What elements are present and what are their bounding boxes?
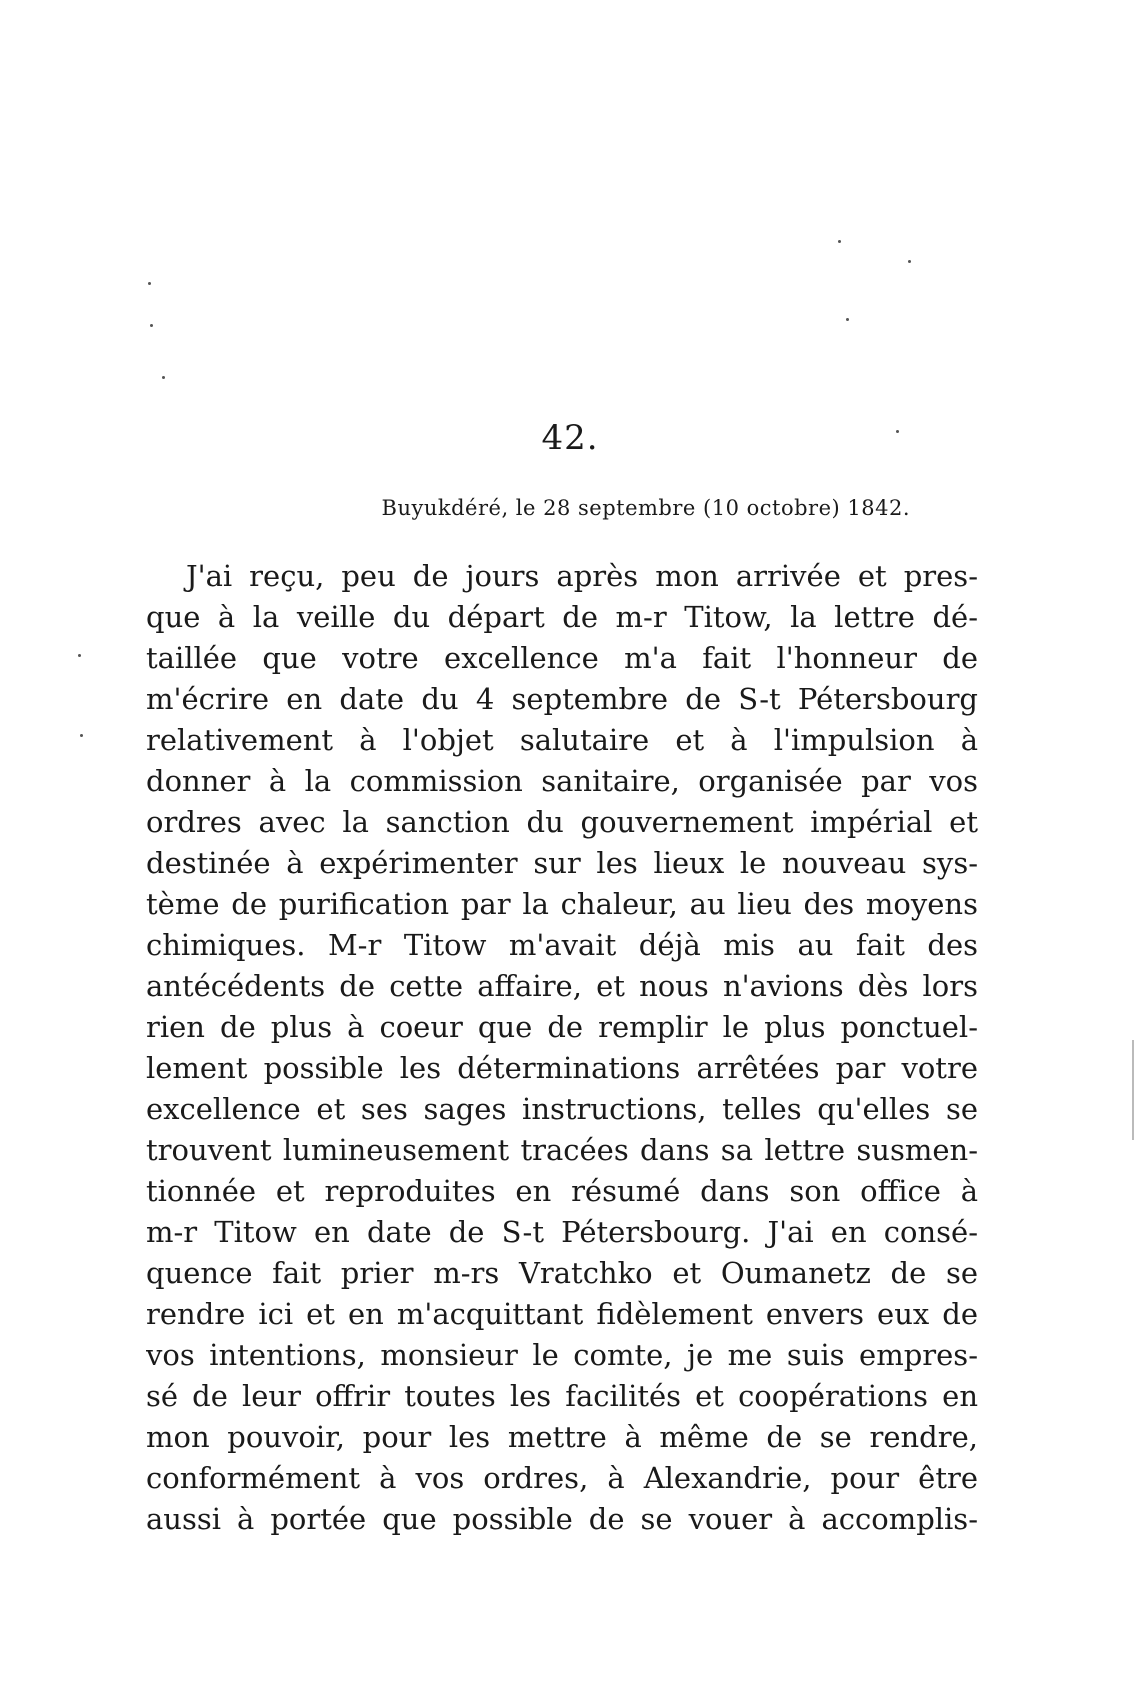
text-line: conformément à vos ordres, à Alexandrie, pour être <box>146 1461 978 1495</box>
letter-body <box>146 556 978 1540</box>
text-line: quence fait prier m-rs Vratchko et Oumanetz de se <box>146 1256 978 1290</box>
print-speck <box>80 734 83 737</box>
text-line: m'écrire en date du 4 septembre de S-t Pétersbourg <box>146 682 978 716</box>
print-speck <box>148 282 151 285</box>
print-speck <box>150 324 153 327</box>
text-line: lement possible les déterminations arrêtées par votre <box>146 1051 978 1085</box>
text-line: tème de purification par la chaleur, au lieu des moyens <box>146 887 978 921</box>
text-line: tionnée et reproduites en résumé dans son office à <box>146 1174 978 1208</box>
text-line: chimiques. M-r Titow m'avait déjà mis au fait des <box>146 928 978 962</box>
text-line: que à la veille du départ de m-r Titow, la lettre dé- <box>146 600 978 634</box>
print-speck <box>838 240 841 243</box>
text-line: antécédents de cette affaire, et nous n'avions dès lors <box>146 969 978 1003</box>
page-edge-mark <box>1132 1040 1134 1140</box>
print-speck <box>846 318 849 321</box>
text-line: sé de leur offrir toutes les facilités et coopérations en <box>146 1379 978 1413</box>
text-line: destinée à expérimenter sur les lieux le nouveau sys- <box>146 846 978 880</box>
print-speck <box>78 654 81 657</box>
letter-dateline: Buyukdéré, le 28 septembre (10 octobre) 1842. <box>381 496 910 520</box>
text-line: mon pouvoir, pour les mettre à même de se rendre, <box>146 1420 978 1454</box>
text-line: rendre ici et en m'acquittant fidèlement envers eux de <box>146 1297 978 1331</box>
text-line: excellence et ses sages instructions, telles qu'elles se <box>146 1092 978 1126</box>
print-speck <box>908 260 911 263</box>
text-line: donner à la commission sanitaire, organisée par vos <box>146 764 978 798</box>
page-number: 42. <box>541 418 599 458</box>
print-speck <box>162 376 165 379</box>
text-line: taillée que votre excellence m'a fait l'honneur de <box>146 641 978 675</box>
text-line: J'ai reçu, peu de jours après mon arrivée et pres- <box>186 559 978 593</box>
text-line: m-r Titow en date de S-t Pétersbourg. J'ai en consé- <box>146 1215 978 1249</box>
text-line: relativement à l'objet salutaire et à l'impulsion à <box>146 723 978 757</box>
text-line: ordres avec la sanction du gouvernement impérial et <box>146 805 978 839</box>
text-line: vos intentions, monsieur le comte, je me suis empres- <box>146 1338 978 1372</box>
text-line: trouvent lumineusement tracées dans sa lettre susmen- <box>146 1133 978 1167</box>
text-line: aussi à portée que possible de se vouer à accomplis- <box>146 1502 978 1536</box>
text-line: rien de plus à coeur que de remplir le plus ponctuel- <box>146 1010 978 1044</box>
